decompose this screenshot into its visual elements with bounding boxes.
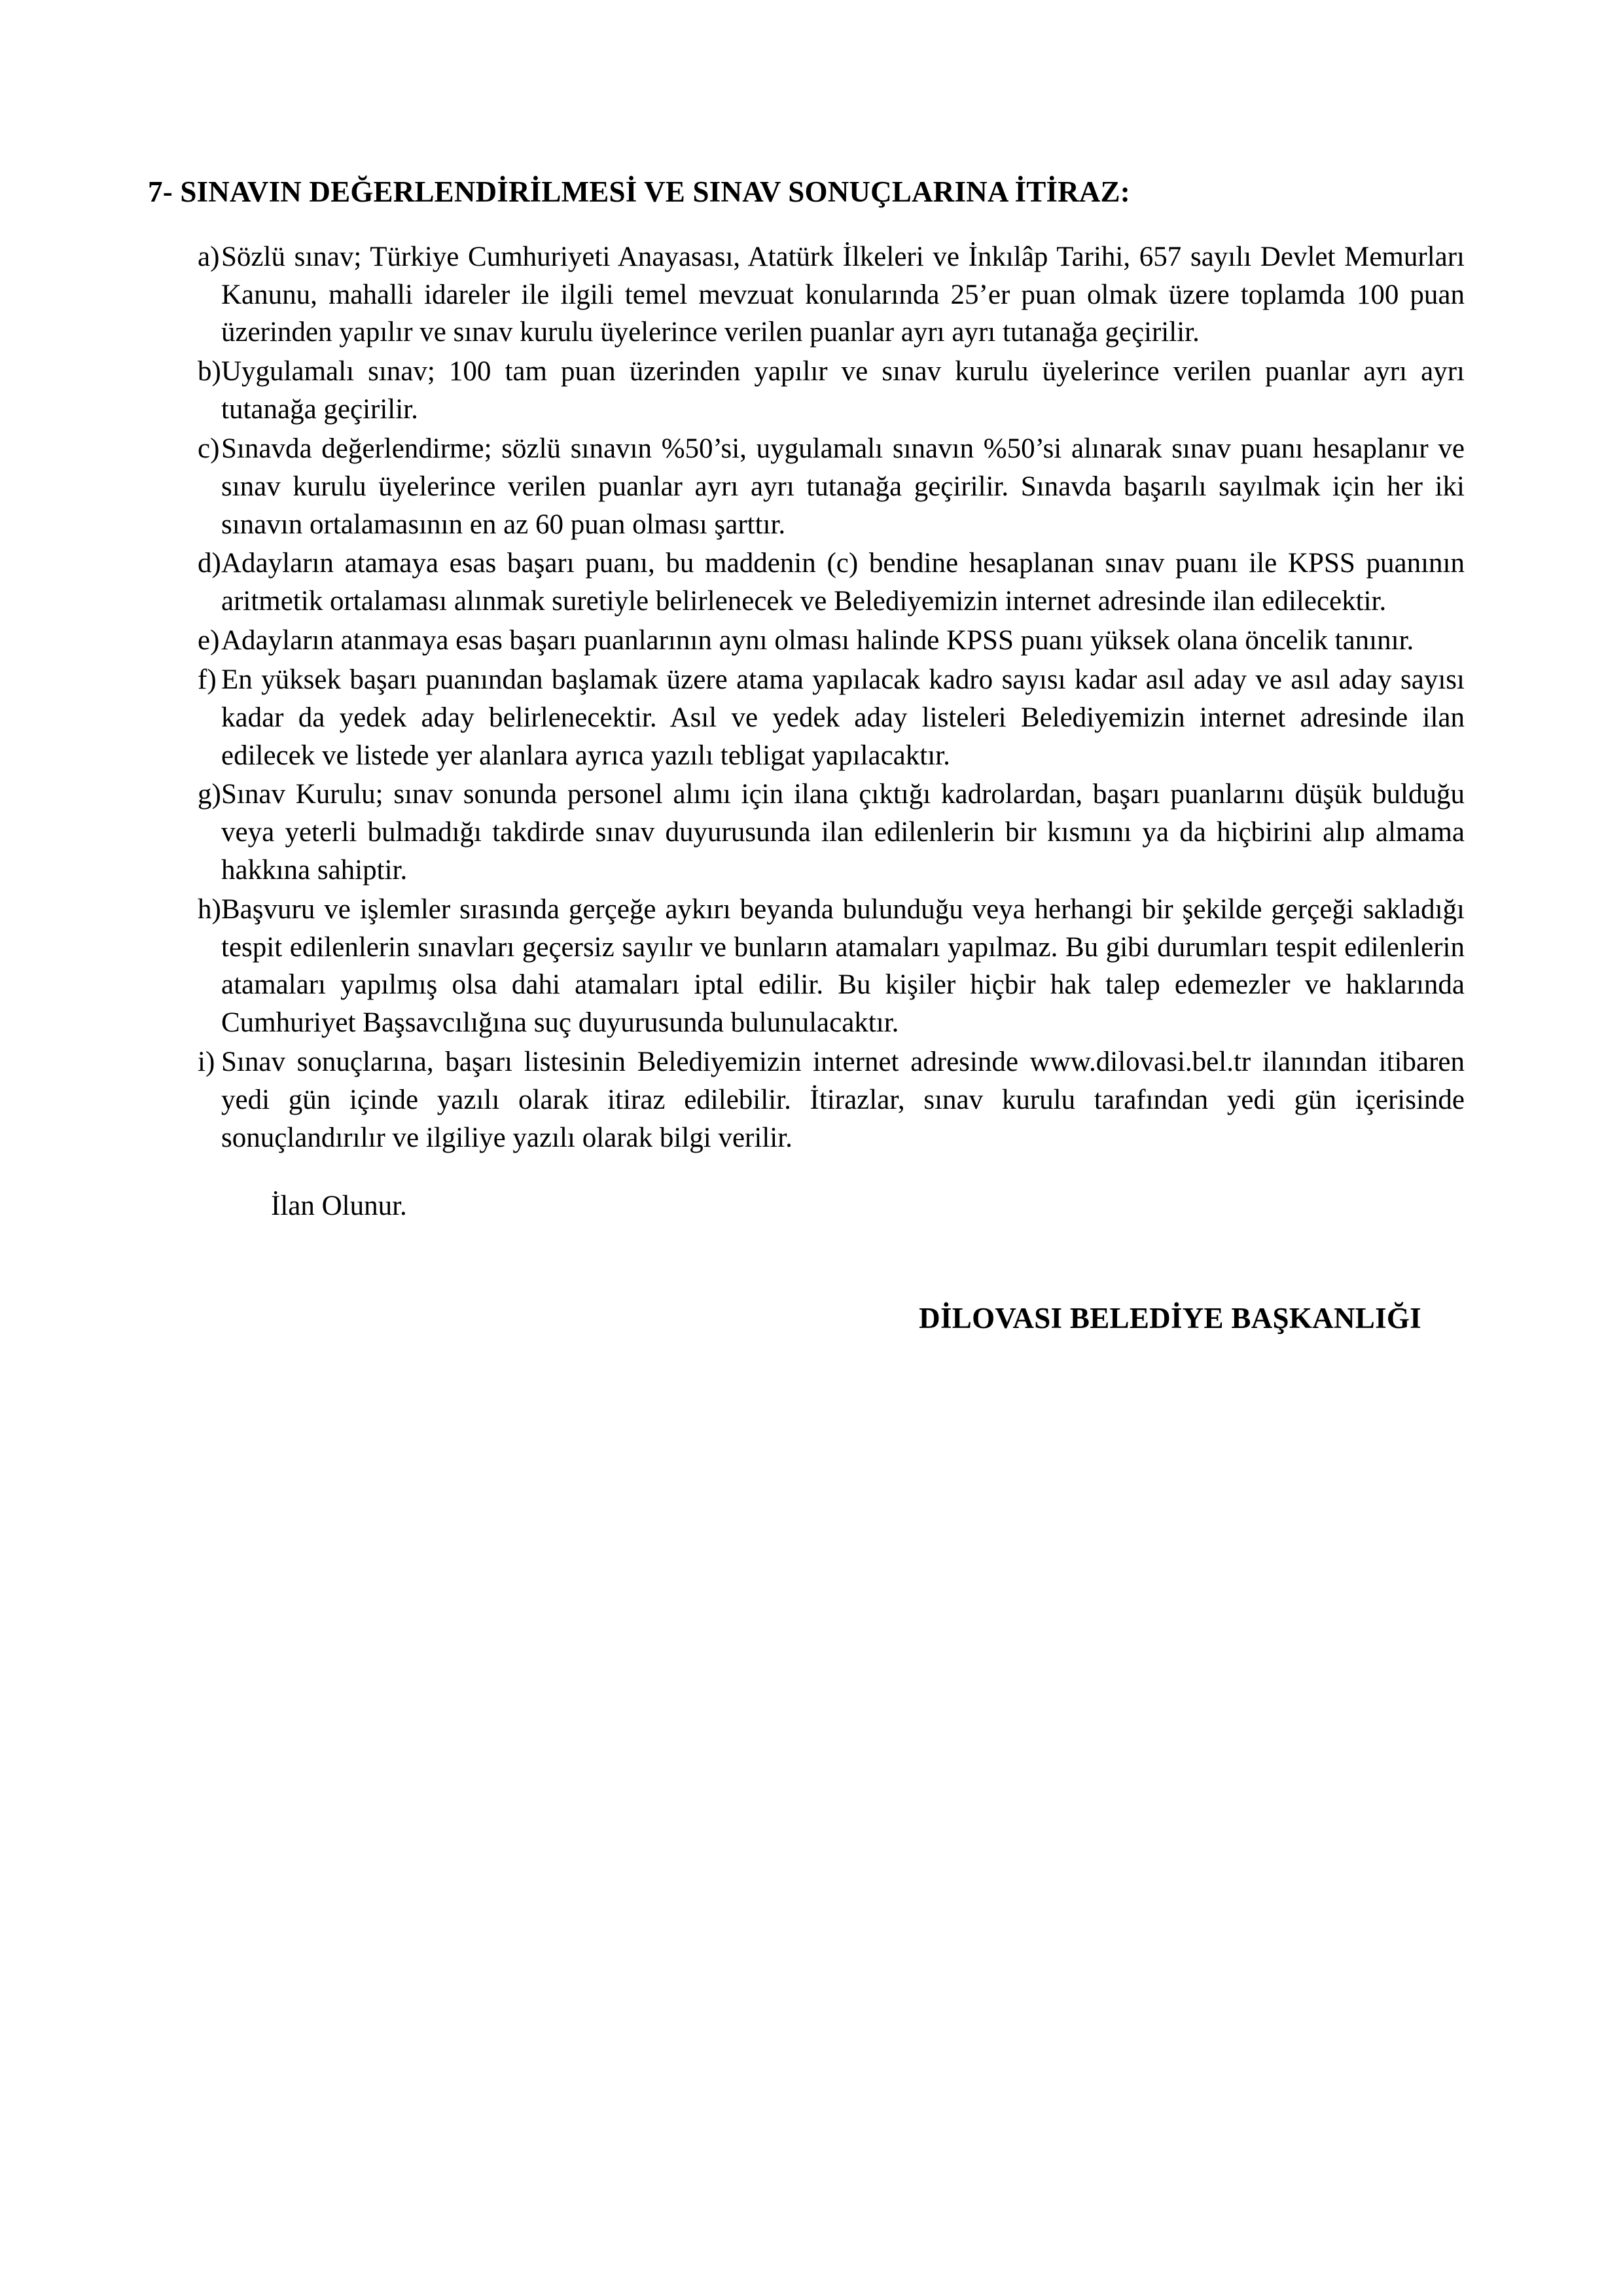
list-item — [148, 430, 1465, 543]
list-item — [148, 661, 1465, 774]
clause-text: Adayların atanmaya esas başarı puanlarının aynı olması halinde KPSS puanı yüksek olana öncelik tanınır. — [221, 625, 1414, 656]
clause-text: Uygulamalı sınav; 100 tam puan üzerinden yapılır ve sınav kurulu üyelerince verilen puanlar ayrı ayrı tutanağa geçirilir. — [221, 356, 1465, 425]
signature-block — [148, 1300, 1465, 1336]
clause-text: Adayların atamaya esas başarı puanı, bu maddenin (c) bendine hesaplanan sınav puanı ile KPSS puanının aritmetik ortalaması alınmak suretiyle belirlenecek ve Belediyemizin internet adresinde ilan edilecektir. — [221, 548, 1465, 617]
clause-text: Sınav Kurulu; sınav sonunda personel alımı için ilana çıktığı kadrolardan, başarı puanlarını düşük bulduğu veya yeterli bulmadığı takdirde sınav duyurusunda ilan edilenlerin bir kısmını ya da hiçbirini alıp almama hakkına sahiptir. — [221, 779, 1465, 886]
page-title: 7- SINAVIN DEĞERLENDİRİLMESİ VE SINAV SONUÇLARINA İTİRAZ: — [148, 175, 1130, 208]
clause-marker: i) — [198, 1047, 215, 1078]
clause-marker: c) — [198, 433, 220, 464]
clause-marker: d) — [198, 548, 221, 579]
clause-text: Sözlü sınav; Türkiye Cumhuriyeti Anayasası, Atatürk İlkeleri ve İnkılâp Tarihi, 657 sayılı Devlet Memurları Kanunu, mahalli idareler ile ilgili temel mevzuat konularında 25’er puan olmak üzere toplamda 100 puan üzerinden yapılır ve sınav kurulu üyelerince verilen puanlar ayrı ayrı tutanağa geçirilir. — [221, 241, 1465, 348]
clause-marker: h) — [198, 893, 221, 925]
list-item — [148, 622, 1465, 660]
list-item — [148, 891, 1465, 1042]
list-item — [148, 353, 1465, 429]
clause-marker: g) — [198, 779, 221, 810]
clause-marker: f) — [198, 664, 217, 695]
closing-statement: İlan Olunur. — [271, 1190, 407, 1221]
list-item — [148, 238, 1465, 351]
clause-marker: a) — [198, 241, 220, 272]
clause-marker: b) — [198, 356, 221, 387]
clause-marker: e) — [198, 625, 220, 656]
clause-text: En yüksek başarı puanından başlamak üzere atama yapılacak kadro sayısı kadar asıl aday ve asıl aday sayısı kadar da yedek aday belirlenecektir. Asıl ve yedek aday listeleri Belediyemizin internet adresinde ilan edilecek ve listede yer alanlara ayrıca yazılı tebligat yapılacaktır. — [221, 664, 1465, 771]
clause-text: Başvuru ve işlemler sırasında gerçeğe aykırı beyanda bulunduğu veya herhangi bir şekilde gerçeği sakladığı tespit edilenlerin sınavları geçersiz sayılır ve bunların atamaları yapılmaz. Bu gibi durumları tespit edilenlerin atamaları yapılmış olsa dahi atamaları iptal edilir. Bu kişiler hiçbir hak talep edemezler ve haklarında Cumhuriyet Başsavcılığına suç duyurusunda bulunulacaktır. — [221, 893, 1465, 1039]
list-item — [148, 545, 1465, 620]
document-content — [148, 175, 1465, 1336]
list-item — [148, 776, 1465, 889]
signature-authority: DİLOVASI BELEDİYE BAŞKANLIĞI — [919, 1302, 1421, 1335]
clause-text: Sınavda değerlendirme; sözlü sınavın %50’si, uygulamalı sınavın %50’si alınarak sınav puanı hesaplanır ve sınav kurulu üyelerince verilen puanlar ayrı ayrı tutanağa geçirilir. Sınavda başarılı sayılmak için her iki sınavın ortalamasının en az 60 puan olması şarttır. — [221, 433, 1465, 540]
clause-text: Sınav sonuçlarına, başarı listesinin Belediyemizin internet adresinde www.dilovasi.bel.tr ilanından itibaren yedi gün içinde yazılı olarak itiraz edilebilir. İtirazlar, sınav kurulu tarafından yedi gün içerisinde sonuçlandırılır ve ilgiliye yazılı olarak bilgi verilir. — [221, 1047, 1465, 1153]
list-item — [148, 1043, 1465, 1157]
clause-list — [148, 238, 1465, 1157]
